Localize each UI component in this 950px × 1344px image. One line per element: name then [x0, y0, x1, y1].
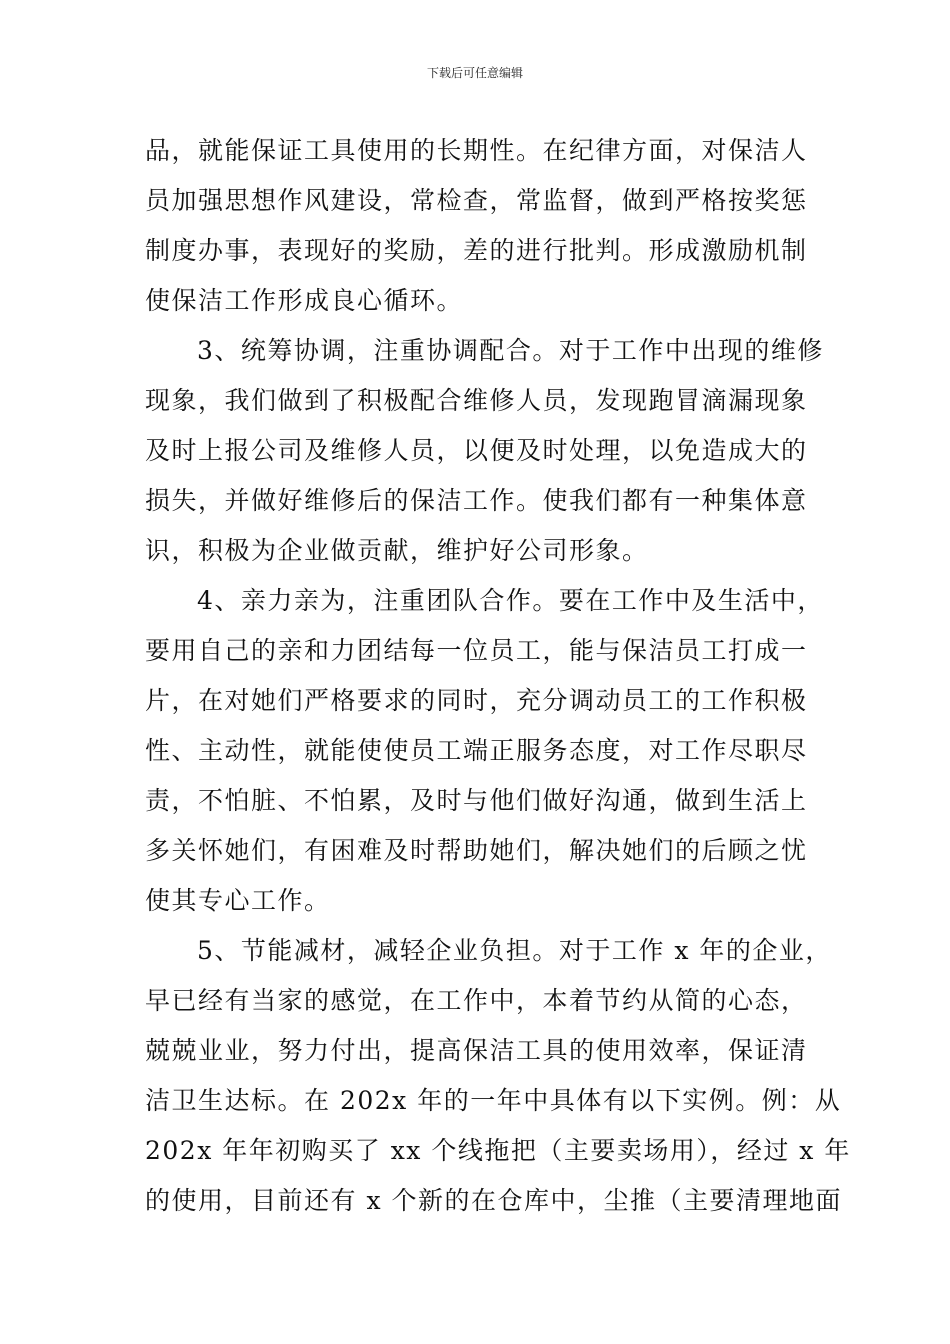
document-body [145, 126, 851, 1226]
text-line: 片，在对她们严格要求的同时，充分调动员工的工作积极 [145, 686, 808, 715]
text-line: 使其专心工作。 [145, 886, 331, 915]
text-line: 兢兢业业，努力付出，提高保洁工具的使用效率，保证清 [145, 1036, 808, 1065]
text-line: 品，就能保证工具使用的长期性。在纪律方面，对保洁人 [145, 136, 808, 165]
page-header: 下载后可任意编辑 [426, 66, 523, 80]
text-line: 3、统筹协调，注重协调配合。对于工作中出现的维修 [197, 336, 824, 365]
text-line: 员加强思想作风建设，常检查，常监督，做到严格按奖惩 [145, 186, 808, 215]
text-line: 4、亲力亲为，注重团队合作。要在工作中及生活中， [197, 586, 824, 615]
text-line: 损失，并做好维修后的保洁工作。使我们都有一种集体意 [145, 486, 808, 515]
text-line: 洁卫生达标。在 202x 年的一年中具体有以下实例。例：从 [145, 1086, 842, 1115]
text-line: 现象，我们做到了积极配合维修人员，发现跑冒滴漏现象 [145, 386, 808, 415]
text-line: 202x 年年初购买了 xx 个线拖把（主要卖场用），经过 x 年 [145, 1136, 851, 1165]
text-line: 性、主动性，就能使使员工端正服务态度，对工作尽职尽 [145, 736, 808, 765]
text-line: 制度办事，表现好的奖励，差的进行批判。形成激励机制 [145, 236, 808, 265]
text-line: 早已经有当家的感觉，在工作中，本着节约从简的心态， [145, 986, 808, 1015]
text-line: 多关怀她们，有困难及时帮助她们，解决她们的后顾之忧 [145, 836, 808, 865]
text-line: 使保洁工作形成良心循环。 [145, 286, 464, 315]
text-line: 要用自己的亲和力团结每一位员工，能与保洁员工打成一 [145, 636, 808, 665]
text-line: 识，积极为企业做贡献，维护好公司形象。 [145, 536, 649, 565]
text-line: 5、节能减材，减轻企业负担。对于工作 x 年的企业， [197, 936, 832, 965]
text-line: 的使用，目前还有 x 个新的在仓库中，尘推（主要清理地面 [145, 1186, 842, 1215]
text-line: 及时上报公司及维修人员，以便及时处理，以免造成大的 [145, 436, 808, 465]
text-line: 责，不怕脏、不怕累，及时与他们做好沟通，做到生活上 [145, 786, 808, 815]
